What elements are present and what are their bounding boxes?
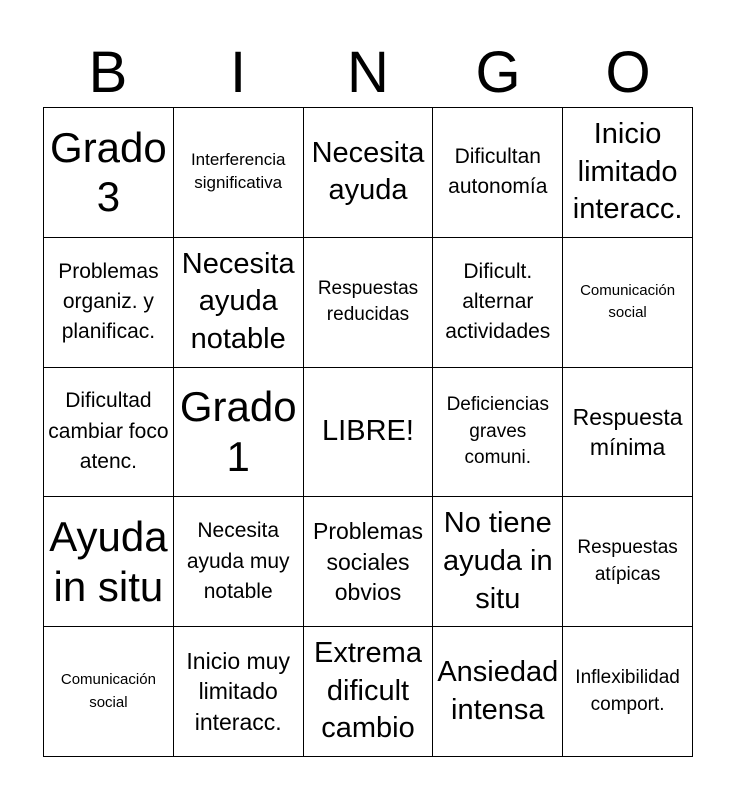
bingo-cell[interactable] (174, 108, 304, 238)
cell-text: Inflexibilidad comport. (575, 667, 680, 715)
bingo-board (43, 107, 693, 757)
cell-text: Ansiedad intensa (437, 655, 559, 726)
cell-text: Problemas sociales obvios (313, 518, 423, 605)
cell-text: Interferencia significativa (190, 150, 286, 193)
cell-text: No tiene ayuda in situ (442, 507, 553, 615)
cell-text: Respuestas reducidas (317, 277, 419, 326)
bingo-cell[interactable] (44, 368, 174, 498)
cell-text: Dificultad cambiar foco atenc. (48, 389, 169, 474)
cell-text: Extrema dificult cambio (314, 637, 422, 745)
bingo-header (43, 38, 693, 108)
header-letter-b: B (88, 40, 128, 105)
free-space-text: LIBRE! (322, 415, 414, 448)
bingo-cell[interactable] (174, 238, 304, 368)
bingo-cell[interactable] (304, 108, 434, 238)
bingo-cell-free[interactable] (304, 368, 434, 498)
cell-text: Comunicación social (580, 281, 676, 322)
header-letter-i: I (229, 40, 247, 105)
bingo-cell[interactable] (563, 238, 693, 368)
cell-text: Problemas organiz. y planificac. (58, 259, 159, 344)
bingo-cell[interactable] (174, 627, 304, 757)
bingo-cell[interactable] (433, 238, 563, 368)
bingo-cell[interactable] (44, 627, 174, 757)
bingo-cell[interactable] (304, 497, 434, 627)
cell-text: Necesita ayuda notable (181, 247, 295, 356)
bingo-cell[interactable] (563, 368, 693, 498)
cell-text: Inicio muy limitado interacc. (186, 648, 290, 735)
bingo-cell[interactable] (563, 497, 693, 627)
bingo-cell[interactable] (304, 627, 434, 757)
bingo-cell[interactable] (433, 627, 563, 757)
bingo-cell[interactable] (433, 108, 563, 238)
bingo-cell[interactable] (44, 497, 174, 627)
bingo-cell[interactable] (433, 368, 563, 498)
cell-text: Dificult. alternar actividades (445, 259, 551, 344)
bingo-cell[interactable] (563, 627, 693, 757)
cell-text: Respuestas atípicas (577, 537, 678, 585)
header-letter-n: N (347, 40, 389, 105)
bingo-cell[interactable] (304, 238, 434, 368)
cell-text: Ayuda in situ (49, 513, 168, 610)
cell-text: Respuesta mínima (572, 403, 683, 460)
bingo-cell[interactable] (44, 238, 174, 368)
cell-text: Grado 1 (179, 383, 297, 480)
header-letter-o: O (605, 40, 651, 105)
bingo-cell[interactable] (433, 497, 563, 627)
bingo-cell[interactable] (174, 497, 304, 627)
cell-text: Necesita ayuda (311, 136, 425, 207)
cell-text: Deficiencias graves comuni. (446, 394, 549, 469)
cell-text: Inicio limitado interacc. (572, 117, 683, 226)
bingo-cell[interactable] (563, 108, 693, 238)
bingo-cell[interactable] (174, 368, 304, 498)
cell-text: Dificultan autonomía (448, 144, 548, 199)
bingo-cell[interactable] (44, 108, 174, 238)
cell-text: Comunicación social (60, 671, 156, 711)
header-letter-g: G (475, 40, 521, 105)
cell-text: Necesita ayuda muy notable (186, 519, 290, 603)
cell-text: Grado 3 (50, 123, 167, 221)
